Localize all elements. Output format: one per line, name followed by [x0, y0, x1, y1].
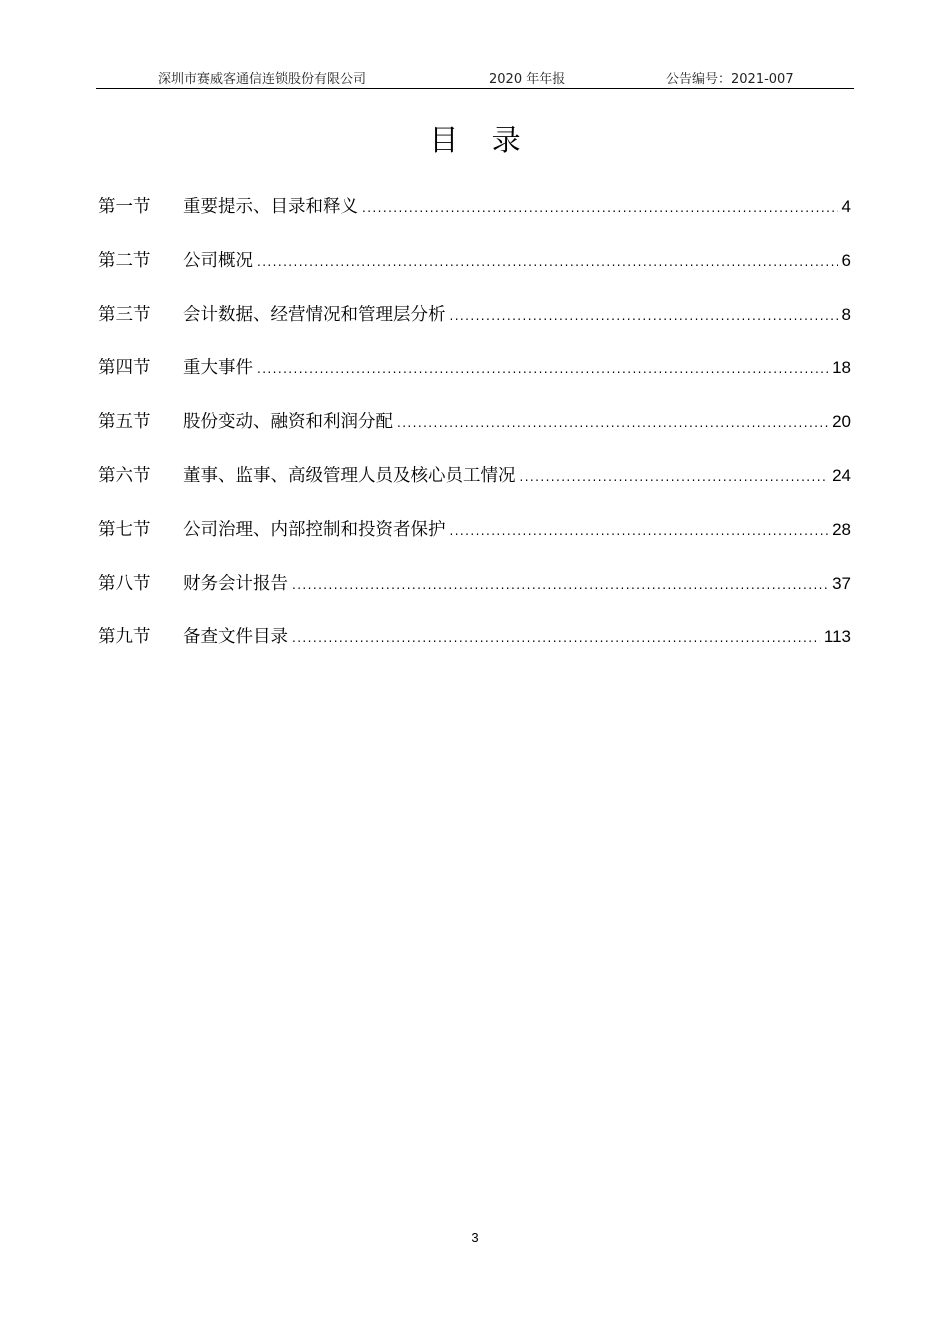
toc-entry-title: 重大事件 [183, 358, 253, 379]
toc-section-label: 第七节 [98, 519, 151, 540]
toc-section-label: 第八节 [98, 573, 151, 594]
toc-entry-title: 公司治理、内部控制和投资者保护 [183, 519, 446, 540]
toc-dot-leader [397, 406, 828, 440]
page-number: 3 [471, 1230, 479, 1245]
toc-page-number: 113 [823, 627, 851, 647]
toc-section-label: 第三节 [98, 304, 151, 325]
toc-section-label: 第二节 [98, 250, 151, 271]
toc-dot-leader [292, 621, 820, 655]
toc-entry-title: 备查文件目录 [183, 627, 288, 648]
toc-entry-5[interactable] [98, 405, 851, 459]
toc-page-number: 37 [832, 573, 851, 593]
toc-page-number: 28 [832, 519, 851, 539]
page-title: 目 录 [429, 123, 533, 157]
toc-page-number: 20 [832, 412, 851, 432]
toc-section-label: 第四节 [98, 358, 151, 379]
toc-page-number: 24 [832, 465, 851, 485]
header-announcement-number: 公告编号：2021-007 [666, 72, 794, 87]
toc-dot-leader [450, 299, 838, 333]
toc-page-number: 6 [841, 250, 851, 270]
toc-section-label: 第六节 [98, 465, 151, 486]
toc-section-label: 第五节 [98, 412, 151, 433]
toc-dot-leader [292, 568, 828, 602]
toc-dot-leader [257, 245, 838, 279]
toc-dot-leader [362, 191, 838, 225]
toc-entry-3[interactable] [98, 298, 851, 352]
toc-entry-4[interactable] [98, 351, 851, 405]
toc-entry-title: 公司概况 [183, 250, 253, 271]
toc-entry-8[interactable] [98, 567, 851, 621]
toc-entry-7[interactable] [98, 513, 851, 567]
toc-entry-title: 股份变动、融资和利润分配 [183, 412, 393, 433]
toc-dot-leader [520, 460, 829, 494]
toc-page-number: 4 [841, 197, 851, 216]
toc-entry-2[interactable] [98, 244, 851, 298]
toc-entry-6[interactable] [98, 459, 851, 513]
toc-dot-leader [257, 352, 828, 386]
table-of-contents [98, 190, 851, 674]
toc-section-label: 第一节 [98, 197, 151, 217]
toc-entry-9[interactable] [98, 620, 851, 674]
header-report-name: 2020 年年报 [489, 72, 566, 87]
header-company-name: 深圳市赛威客通信连锁股份有限公司 [158, 72, 367, 87]
toc-entry-title: 财务会计报告 [183, 573, 288, 594]
toc-entry-title: 董事、监事、高级管理人员及核心员工情况 [183, 465, 516, 486]
toc-page-number: 8 [841, 304, 851, 324]
toc-dot-leader [450, 514, 829, 548]
toc-entry-title: 重要提示、目录和释义 [183, 197, 358, 217]
page-header [96, 64, 854, 89]
toc-entry-title: 会计数据、经营情况和管理层分析 [183, 304, 446, 325]
toc-section-label: 第九节 [98, 627, 151, 648]
toc-entry-1[interactable] [98, 190, 851, 244]
toc-page-number: 18 [832, 358, 851, 378]
